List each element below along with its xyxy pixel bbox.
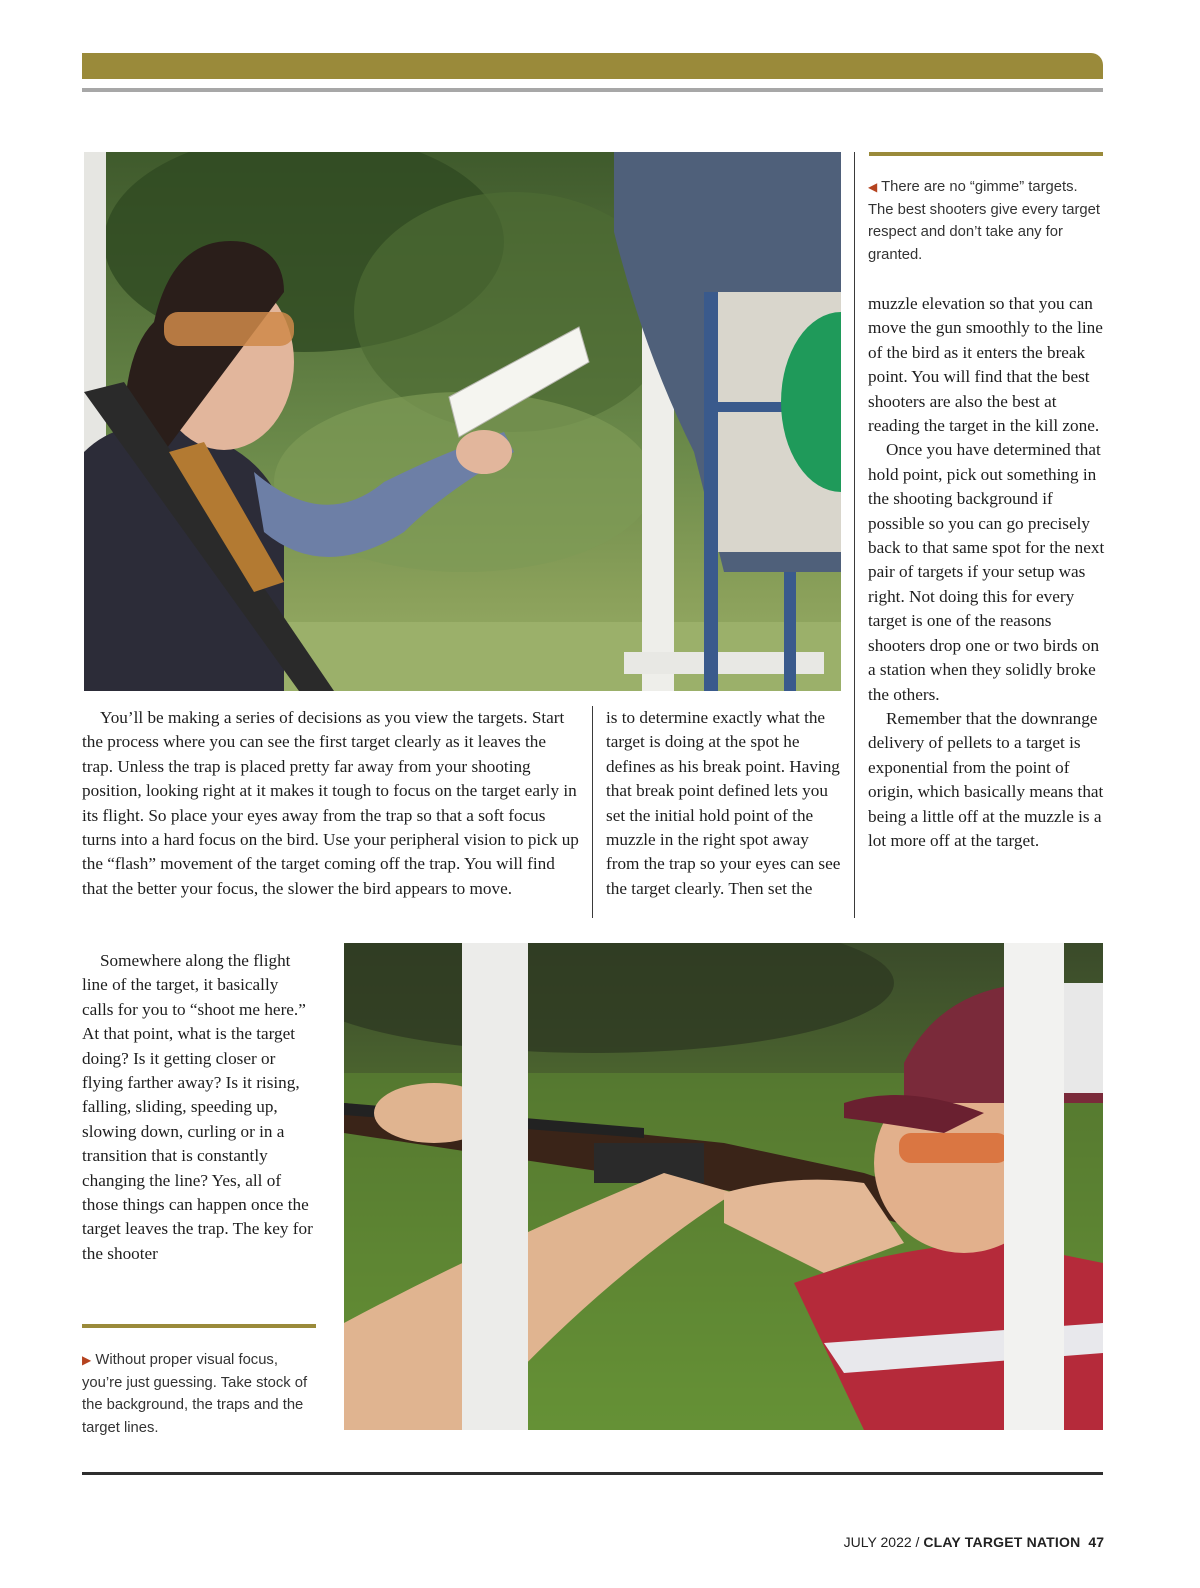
article-column-3 [868,292,1108,853]
page-folio [844,1534,1104,1550]
article-column-1-wide [82,706,579,901]
photo-shooter-aiming-shotgun [344,943,1103,1430]
paragraph: is to determine exactly what the target is doing at the spot he defines as his break point. Having that break point defined lets you set the initial hold point of the muzzle in the right spot away from the trap so your eyes can see the target clearly. Then set the [606,708,841,898]
article-column-2 [606,706,846,901]
caption-rule-top [869,152,1103,156]
caption-top-right [868,176,1104,266]
footer-rule [82,1472,1103,1475]
column-divider-2 [854,152,855,918]
caption-rule-bottom [82,1324,316,1328]
folio-date: JULY 2022 / [843,1534,924,1550]
header-rule [82,88,1103,92]
caption-text: There are no “gimme” targets. The best shooters give every target respect and don’t take any for granted. [868,179,1100,263]
paragraph: You’ll be making a series of decisions as you view the targets. Start the process where you can see the first target clearly as it leaves the trap. Unless the trap is placed pretty far away from your shooting position, looking right at it makes it tough to focus on the target early in its flight. So place your eyes away from the trap so that a soft focus turns into a hard focus on the bird. Use your peripheral vision to pick up the “flash” movement of the target coming off the trap. You will find that the better your focus, the slower the bird appears to move. [82,708,579,898]
photo-woman-reading-scorecard [84,152,841,691]
caption-text: Without proper visual focus, you’re just guessing. Take stock of the background, the traps and the target lines. [82,1352,308,1436]
header-accent-bar [82,53,1103,79]
column-divider-1 [592,706,593,918]
caption-triangle-left-icon: ◀ [868,180,878,194]
paragraph: Remember that the downrange delivery of pellets to a target is exponential from the point of origin, which basically means that being a little off at the muzzle is a lot more off at the target. [868,708,1104,850]
caption-triangle-right-icon: ▶ [82,1353,92,1367]
paragraph: Somewhere along the flight line of the target, it basically calls for you to “shoot me here.” At that point, what is the target doing? Is it getting closer or flying farther away? Is it rising, falling, sliding, speeding up, slowing down, curling or in a transition that is constantly changing the line? Yes, all of those things can happen once the target leaves the trap. The key for the shooter [82,951,313,1263]
folio-magazine: CLAY TARGET NATION [923,1534,1081,1550]
page-number: 47 [1088,1534,1104,1550]
paragraph: muzzle elevation so that you can move the gun smoothly to the line of the bird as it enters the break point. You will find that the best shooters are also the best at reading the target in the kill zone. [868,294,1103,436]
paragraph: Once you have determined that hold point, pick out something in the shooting background if possible so you can go precisely back to that same spot for the next pair of targets if your setup was right. Not doing this for every target is one of the reasons shooters drop one or two birds on a station when they solidly broke the others. [868,440,1105,704]
caption-bottom-left [82,1349,318,1439]
article-column-1-narrow [82,949,314,1266]
